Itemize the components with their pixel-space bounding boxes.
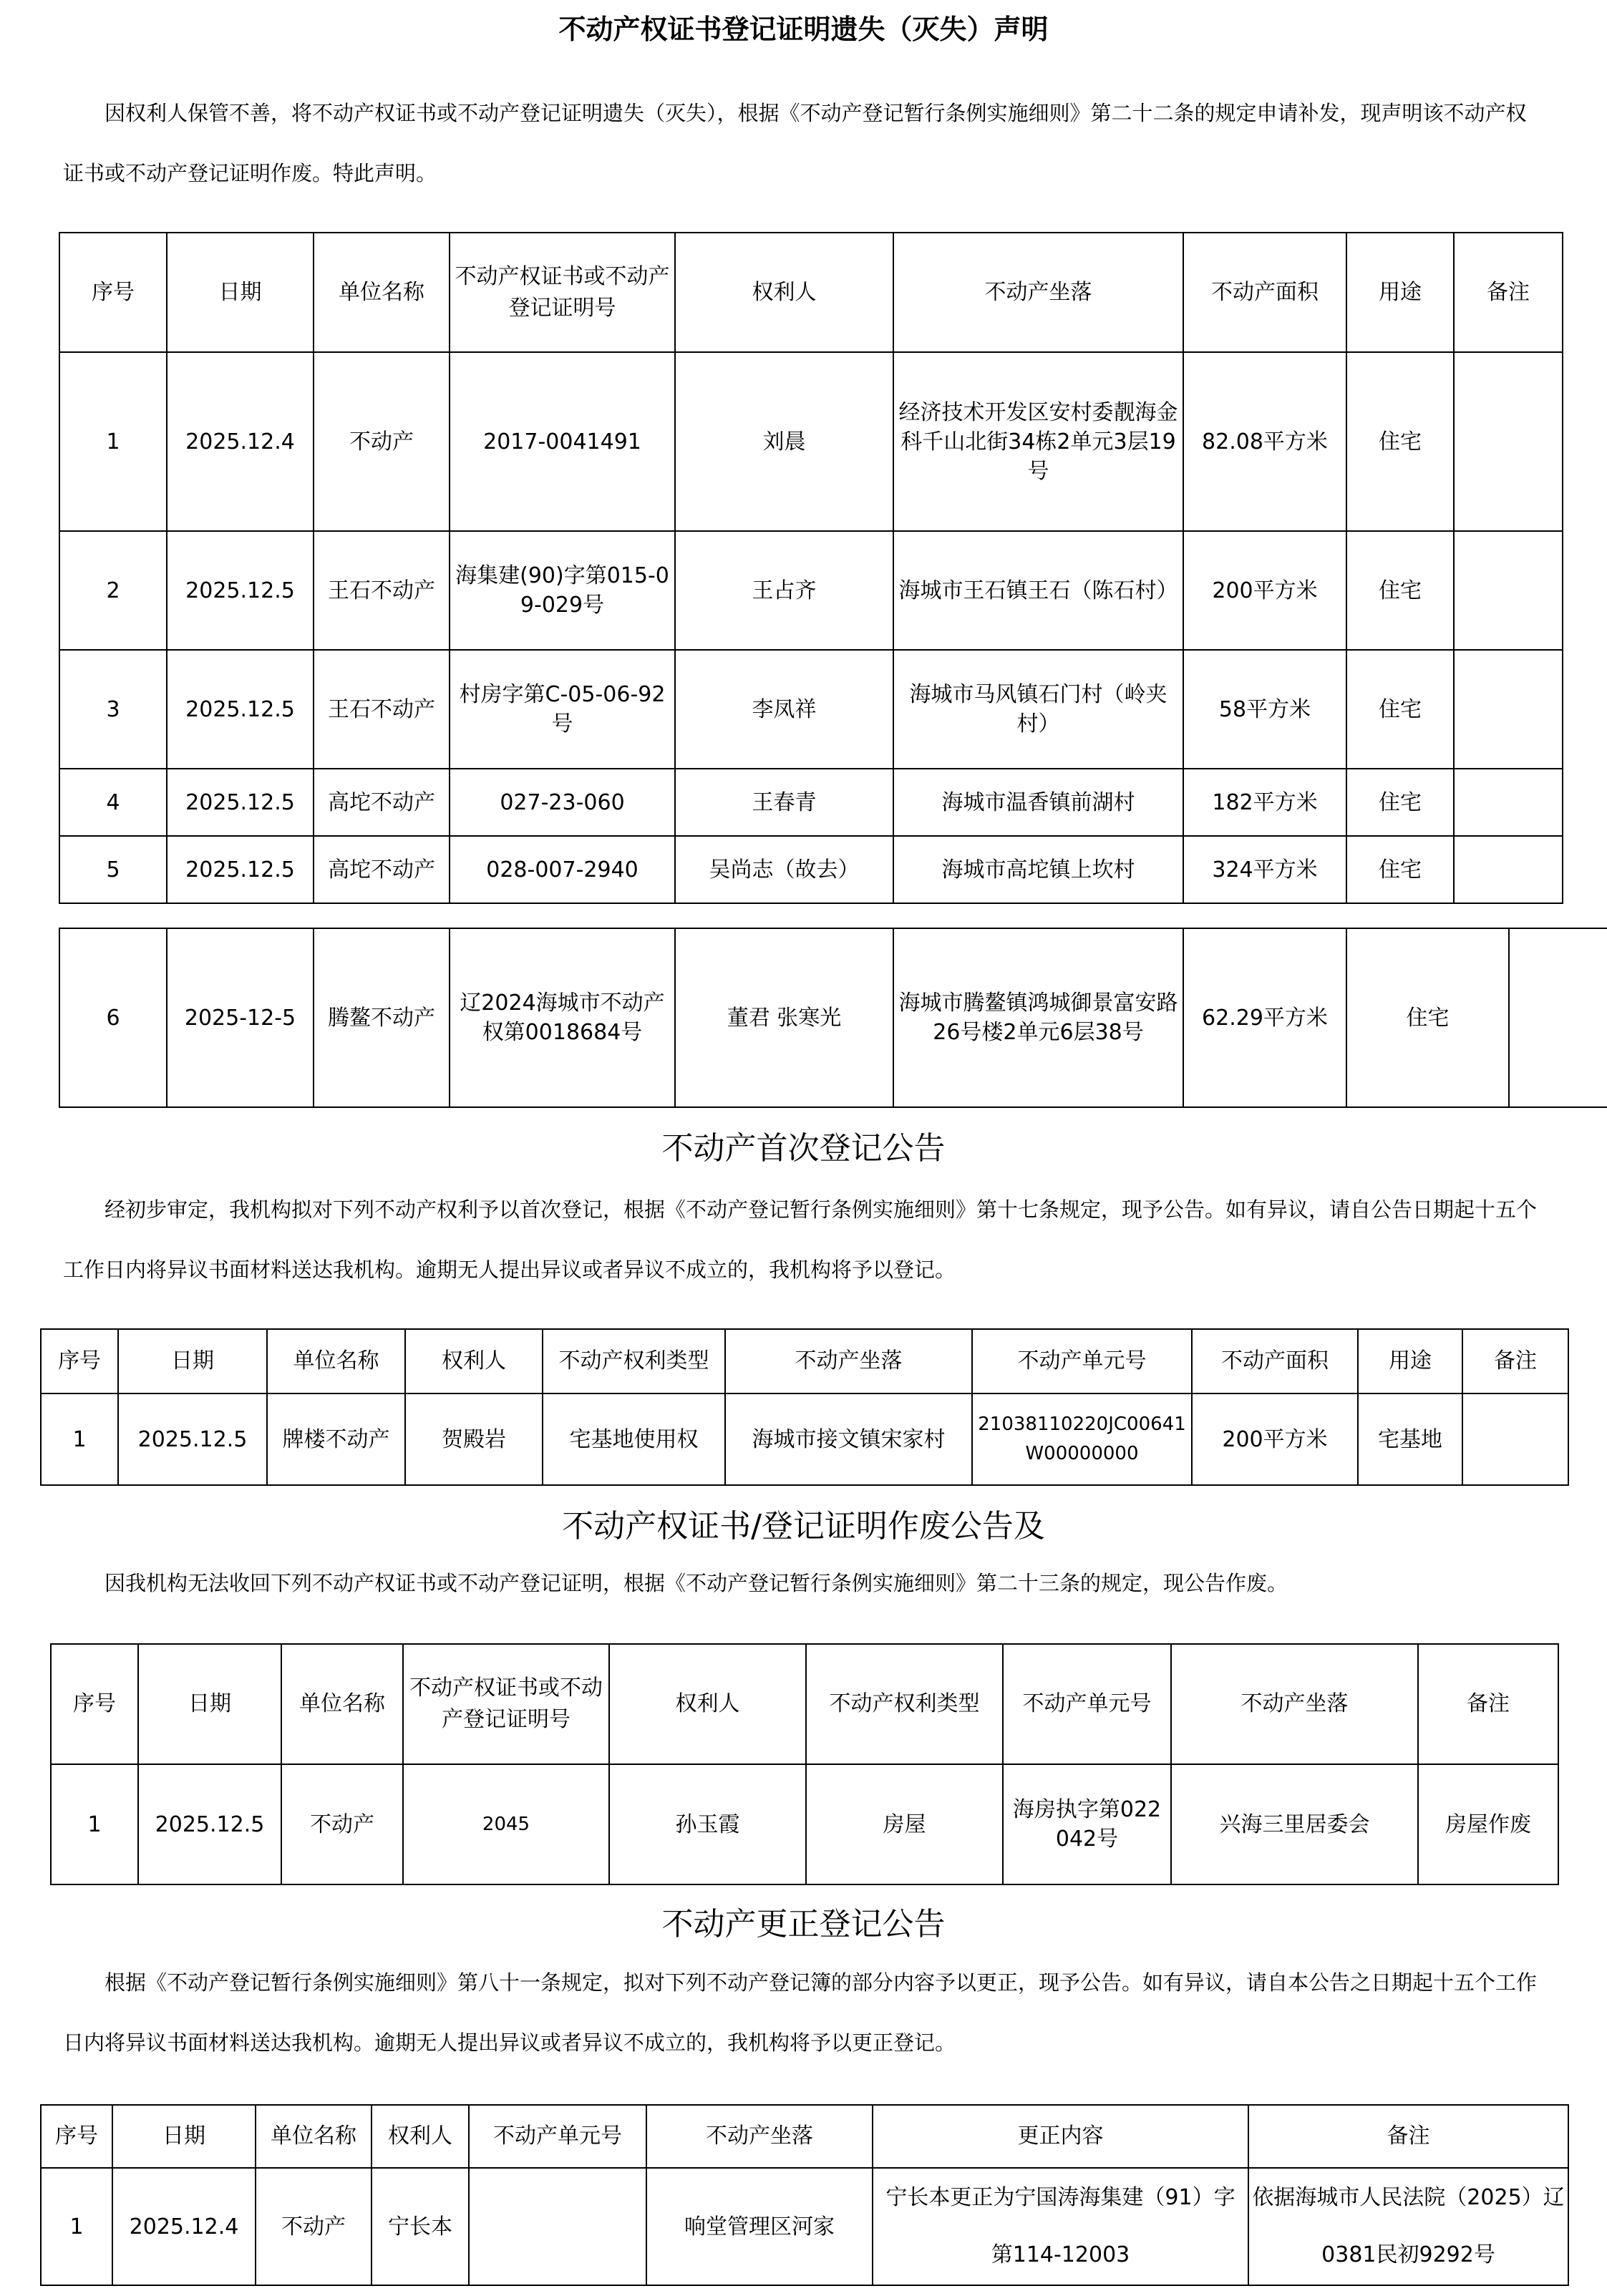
cell-date: 2025.12.4	[112, 2168, 256, 2285]
lost-h-index: 序号	[59, 233, 167, 352]
corr-table	[40, 2104, 1569, 2286]
cell-unit-no	[469, 2168, 646, 2285]
cell-unit: 王石不动产	[314, 531, 450, 650]
cell-note: 依据海城市人民法院（2025）辽0381民初9292号	[1248, 2168, 1568, 2285]
void-h-date: 日期	[138, 1644, 281, 1764]
corr-header-row	[41, 2105, 1568, 2168]
lost-h-unit: 单位名称	[314, 233, 450, 352]
cell-use: 住宅	[1346, 650, 1454, 769]
cell-location: 海城市高坨镇上坎村	[893, 836, 1183, 903]
lost-table	[59, 232, 1563, 904]
cell-right-type: 宅基地使用权	[543, 1393, 725, 1485]
cell-cert: 027-23-060	[450, 769, 675, 836]
void-h-unit-no: 不动产单元号	[1003, 1644, 1171, 1764]
first-h-right-type: 不动产权利类型	[543, 1329, 725, 1393]
cell-location: 海城市王石镇王石（陈石村）	[893, 531, 1183, 650]
cell-area: 62.29平方米	[1183, 928, 1346, 1107]
table-row	[41, 2168, 1568, 2285]
cell-location: 海城市马风镇石门村（岭夹村）	[893, 650, 1183, 769]
corr-h-content: 更正内容	[873, 2105, 1248, 2168]
lost-title: 不动产权证书登记证明遗失（灭失）声明	[558, 14, 1049, 45]
cell-use: 住宅	[1346, 928, 1509, 1107]
cell-cert: 村房字第C-05-06-92号	[450, 650, 675, 769]
cell-correction: 宁长本更正为宁国涛海集建（91）字第114-12003	[873, 2168, 1248, 2285]
cell-note	[1454, 650, 1563, 769]
cell-cert: 2045	[403, 1764, 609, 1884]
cell-unit: 高坨不动产	[314, 836, 450, 903]
corr-h-note: 备注	[1248, 2105, 1568, 2168]
cell-unit: 腾鳌不动产	[314, 928, 450, 1107]
cell-use: 住宅	[1346, 769, 1454, 836]
cell-location: 海城市腾鳌镇鸿城御景富安路26号楼2单元6层38号	[893, 928, 1183, 1107]
cell-owner: 王春青	[675, 769, 893, 836]
lost-h-area: 不动产面积	[1183, 233, 1346, 352]
cell-cert: 2017-0041491	[450, 352, 675, 531]
cell-unit-no: 21038110220JC00641W00000000	[972, 1393, 1192, 1485]
lost-h-location: 不动产坐落	[893, 233, 1183, 352]
lost-h-use: 用途	[1346, 233, 1454, 352]
cell-index: 1	[41, 1393, 118, 1485]
void-h-note: 备注	[1418, 1644, 1558, 1764]
cell-index: 6	[59, 928, 167, 1107]
first-intro: 经初步审定，我机构拟对下列不动产权利予以首次登记，根据《不动产登记暂行条例实施细则》第十七条规定，现予公告。如有异议，请自公告日期起十五个工作日内将异议书面材料送达我机构。逾期无人提出异议或者异议不成立的，我机构将予以登记。	[63, 1197, 1538, 1282]
void-header-row	[51, 1644, 1558, 1764]
corr-h-location: 不动产坐落	[646, 2105, 873, 2168]
corr-intro: 根据《不动产登记暂行条例实施细则》第八十一条规定，拟对下列不动产登记簿的部分内容予以更正，现予公告。如有异议，请自本公告之日期起十五个工作日内将异议书面材料送达我机构。逾期无人提出异议或者异议不成立的，我机构将予以更正登记。	[63, 1970, 1538, 2055]
cell-area: 200平方米	[1183, 531, 1346, 650]
cell-area: 82.08平方米	[1183, 352, 1346, 531]
cell-note	[1454, 836, 1563, 903]
first-h-location: 不动产坐落	[725, 1329, 972, 1393]
lost-intro: 因权利人保管不善，将不动产权证书或不动产登记证明遗失（灭失），根据《不动产登记暂行条例实施细则》第二十二条的规定申请补发，现声明该不动产权证书或不动产登记证明作废。特此声明。	[63, 101, 1527, 185]
first-header-row	[41, 1329, 1568, 1393]
cell-area: 182平方米	[1183, 769, 1346, 836]
cell-note	[1462, 1393, 1568, 1485]
cell-unit: 王石不动产	[314, 650, 450, 769]
cell-unit: 牌楼不动产	[267, 1393, 405, 1485]
void-intro: 因我机构无法收回下列不动产权证书或不动产登记证明，根据《不动产登记暂行条例实施细则》第二十三条的规定，现公告作废。	[105, 1571, 1288, 1595]
cell-date: 2025.12.4	[167, 352, 314, 531]
cell-location: 经济技术开发区安村委靓海金科千山北街34栋2单元3层19号	[893, 352, 1183, 531]
corr-h-unit-no: 不动产单元号	[469, 2105, 646, 2168]
first-h-index: 序号	[41, 1329, 118, 1393]
cell-date: 2025.12.5	[138, 1764, 281, 1884]
corr-h-date: 日期	[112, 2105, 256, 2168]
cell-date: 2025.12.5	[167, 769, 314, 836]
cell-area: 324平方米	[1183, 836, 1346, 903]
cell-index: 3	[59, 650, 167, 769]
cell-area: 58平方米	[1183, 650, 1346, 769]
first-h-unit: 单位名称	[267, 1329, 405, 1393]
cell-owner: 李凤祥	[675, 650, 893, 769]
cell-note	[1454, 352, 1563, 531]
void-h-cert: 不动产权证书或不动产登记证明号	[403, 1644, 609, 1764]
first-table	[40, 1328, 1569, 1486]
cell-right-type: 房屋	[806, 1764, 1003, 1884]
cell-use: 住宅	[1346, 352, 1454, 531]
cell-unit: 不动产	[256, 2168, 372, 2285]
table-row	[59, 769, 1563, 836]
first-h-unit-no: 不动产单元号	[972, 1329, 1192, 1393]
first-h-area: 不动产面积	[1192, 1329, 1358, 1393]
cell-location: 兴海三里居委会	[1171, 1764, 1418, 1884]
cell-date: 2025.12.5	[118, 1393, 267, 1485]
corr-h-owner: 权利人	[372, 2105, 469, 2168]
cell-owner: 刘晨	[675, 352, 893, 531]
corr-h-index: 序号	[41, 2105, 112, 2168]
first-h-note: 备注	[1462, 1329, 1568, 1393]
cell-unit: 高坨不动产	[314, 769, 450, 836]
cell-index: 5	[59, 836, 167, 903]
lost-h-cert: 不动产权证书或不动产登记证明号	[450, 233, 675, 352]
void-h-index: 序号	[51, 1644, 138, 1764]
cell-cert: 028-007-2940	[450, 836, 675, 903]
cell-owner: 董君 张寒光	[675, 928, 893, 1107]
table-row	[51, 1764, 1558, 1884]
table-row	[59, 352, 1563, 531]
void-h-owner: 权利人	[609, 1644, 806, 1764]
cell-area: 200平方米	[1192, 1393, 1358, 1485]
lost-header-row	[59, 233, 1563, 352]
cell-unit-no: 海房执字第022042号	[1003, 1764, 1171, 1884]
cell-note	[1509, 928, 1607, 1107]
cell-note: 房屋作废	[1418, 1764, 1558, 1884]
cell-location: 响堂管理区河家	[646, 2168, 873, 2285]
cell-cert: 辽2024海城市不动产权第0018684号	[450, 928, 675, 1107]
cell-index: 1	[41, 2168, 112, 2285]
lost-h-note: 备注	[1454, 233, 1563, 352]
cell-note	[1454, 769, 1563, 836]
corr-title: 不动产更正登记公告	[661, 1906, 946, 1942]
void-h-unit: 单位名称	[281, 1644, 403, 1764]
void-h-right-type: 不动产权利类型	[806, 1644, 1003, 1764]
cell-unit: 不动产	[281, 1764, 403, 1884]
cell-date: 2025.12.5	[167, 836, 314, 903]
cell-use: 住宅	[1346, 836, 1454, 903]
lost-table-continued	[59, 928, 1607, 1108]
cell-index: 2	[59, 531, 167, 650]
cell-index: 1	[59, 352, 167, 531]
cell-location: 海城市温香镇前湖村	[893, 769, 1183, 836]
cell-unit: 不动产	[314, 352, 450, 531]
void-title: 不动产权证书/登记证明作废公告及	[562, 1508, 1045, 1545]
cell-date: 2025.12.5	[167, 650, 314, 769]
lost-h-owner: 权利人	[675, 233, 893, 352]
cell-owner: 贺殿岩	[405, 1393, 543, 1485]
table-row	[59, 836, 1563, 903]
cell-cert: 海集建(90)字第015-09-029号	[450, 531, 675, 650]
table-row	[41, 1393, 1568, 1485]
table-row	[59, 531, 1563, 650]
cell-note	[1454, 531, 1563, 650]
cell-date: 2025-12-5	[167, 928, 314, 1107]
cell-owner: 王占齐	[675, 531, 893, 650]
cell-date: 2025.12.5	[167, 531, 314, 650]
cell-owner: 吴尚志（故去）	[675, 836, 893, 903]
cell-use: 住宅	[1346, 531, 1454, 650]
first-h-owner: 权利人	[405, 1329, 543, 1393]
cell-use: 宅基地	[1358, 1393, 1462, 1485]
first-title: 不动产首次登记公告	[661, 1130, 946, 1167]
cell-owner: 宁长本	[372, 2168, 469, 2285]
cell-owner: 孙玉霞	[609, 1764, 806, 1884]
cell-index: 4	[59, 769, 167, 836]
lost-h-date: 日期	[167, 233, 314, 352]
void-h-location: 不动产坐落	[1171, 1644, 1418, 1764]
cell-location: 海城市接文镇宋家村	[725, 1393, 972, 1485]
cell-index: 1	[51, 1764, 138, 1884]
table-row	[59, 650, 1563, 769]
corr-h-unit: 单位名称	[256, 2105, 372, 2168]
void-table	[50, 1643, 1559, 1885]
first-h-use: 用途	[1358, 1329, 1462, 1393]
table-row	[59, 928, 1607, 1107]
first-h-date: 日期	[118, 1329, 267, 1393]
